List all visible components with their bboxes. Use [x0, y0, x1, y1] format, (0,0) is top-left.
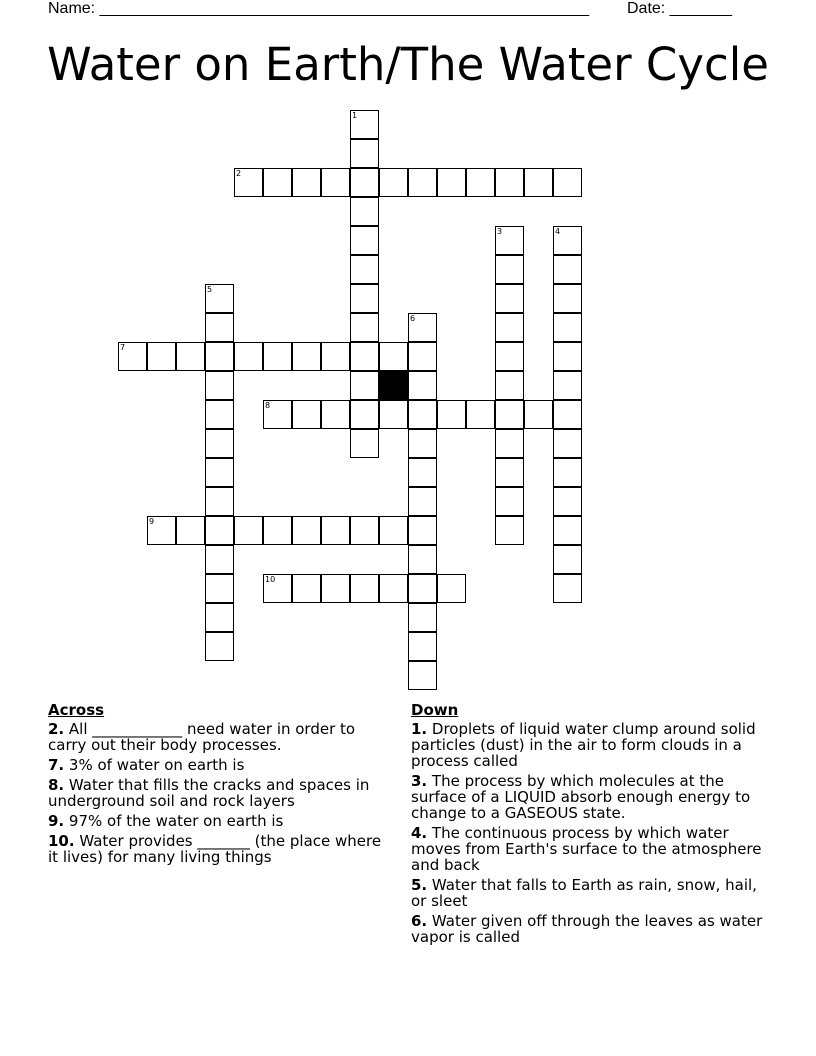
clue-number-label: 4 — [555, 227, 561, 236]
crossword-cell[interactable] — [379, 168, 408, 197]
crossword-cell[interactable] — [553, 458, 582, 487]
crossword-cell[interactable] — [350, 255, 379, 284]
crossword-cell[interactable] — [205, 603, 234, 632]
down-clue — [411, 825, 763, 873]
down-clue — [411, 773, 763, 821]
crossword-cell[interactable] — [495, 400, 524, 429]
crossword-cell[interactable] — [350, 284, 379, 313]
crossword-cell[interactable] — [408, 429, 437, 458]
clue-number: 8. — [48, 776, 65, 794]
crossword-cell[interactable] — [263, 342, 292, 371]
across-clue — [48, 757, 393, 773]
clue-number: 10. — [48, 832, 75, 850]
clue-text: Water given off through the leaves as water vapor is called — [411, 912, 763, 946]
crossword-cell[interactable] — [350, 371, 379, 400]
crossword-cell[interactable] — [553, 168, 582, 197]
across-clue — [48, 721, 393, 753]
crossword-cell[interactable] — [408, 487, 437, 516]
crossword-cell[interactable] — [263, 516, 292, 545]
crossword-cell[interactable] — [408, 458, 437, 487]
crossword-cell[interactable] — [408, 371, 437, 400]
crossword-cell[interactable] — [379, 574, 408, 603]
crossword-cell[interactable] — [118, 342, 147, 371]
crossword-cell[interactable] — [205, 400, 234, 429]
crossword-cell[interactable] — [495, 342, 524, 371]
crossword-cell[interactable] — [205, 574, 234, 603]
crossword-cell[interactable] — [205, 429, 234, 458]
crossword-cell[interactable] — [553, 371, 582, 400]
crossword-cell[interactable] — [350, 429, 379, 458]
crossword-cell[interactable] — [553, 284, 582, 313]
down-clue — [411, 721, 763, 769]
clue-number-label: 1 — [352, 111, 358, 120]
crossword-cell[interactable] — [147, 342, 176, 371]
crossword-cell[interactable] — [408, 545, 437, 574]
crossword-cell[interactable] — [176, 516, 205, 545]
crossword-cell[interactable] — [350, 342, 379, 371]
clue-number-label: 8 — [265, 401, 271, 410]
across-heading: Across — [48, 701, 105, 719]
clue-number-label: 5 — [207, 285, 213, 294]
name-line[interactable]: Name: _______________________________________________________ — [48, 0, 589, 17]
crossword-cell[interactable] — [292, 168, 321, 197]
crossword-cell[interactable] — [234, 516, 263, 545]
crossword-cell[interactable] — [437, 168, 466, 197]
crossword-cell[interactable] — [292, 342, 321, 371]
crossword-cell[interactable] — [350, 574, 379, 603]
crossword-cell[interactable] — [379, 516, 408, 545]
crossword-cell[interactable] — [408, 400, 437, 429]
crossword-cell[interactable] — [553, 255, 582, 284]
clue-text: Water that falls to Earth as rain, snow, hail, or sleet — [411, 876, 757, 910]
crossword-cell[interactable] — [408, 574, 437, 603]
crossword-cell[interactable] — [553, 516, 582, 545]
clue-number: 5. — [411, 876, 428, 894]
crossword-cell[interactable] — [205, 545, 234, 574]
crossword-cell[interactable] — [553, 342, 582, 371]
clue-number-label: 9 — [149, 517, 155, 526]
crossword-cell[interactable] — [495, 284, 524, 313]
crossword-cell[interactable] — [466, 400, 495, 429]
crossword-cell[interactable] — [176, 342, 205, 371]
clue-text: Water that fills the cracks and spaces in underground soil and rock layers — [48, 776, 370, 810]
crossword-cell[interactable] — [495, 226, 524, 255]
crossword-cell[interactable] — [350, 110, 379, 139]
crossword-cell[interactable] — [495, 255, 524, 284]
crossword-cell[interactable] — [553, 429, 582, 458]
crossword-cell[interactable] — [408, 342, 437, 371]
across-clue — [48, 777, 393, 809]
across-clue — [48, 833, 393, 865]
crossword-cell[interactable] — [553, 226, 582, 255]
crossword-cell[interactable] — [350, 197, 379, 226]
clue-number: 2. — [48, 720, 65, 738]
crossword-cell[interactable] — [495, 487, 524, 516]
crossword-cell[interactable] — [408, 632, 437, 661]
crossword-cell[interactable] — [350, 516, 379, 545]
crossword-cell[interactable] — [350, 139, 379, 168]
crossword-cell[interactable] — [495, 313, 524, 342]
crossword-cell[interactable] — [205, 632, 234, 661]
clue-text: The continuous process by which water moves from Earth's surface to the atmosphere and back — [411, 824, 762, 874]
crossword-cell[interactable] — [292, 516, 321, 545]
down-heading: Down — [411, 701, 459, 719]
crossword-cell[interactable] — [408, 168, 437, 197]
crossword-cell[interactable] — [321, 400, 350, 429]
crossword-cell[interactable] — [495, 168, 524, 197]
date-line[interactable]: Date: _______ — [627, 0, 732, 17]
crossword-cell[interactable] — [408, 603, 437, 632]
crossword-cell[interactable] — [321, 342, 350, 371]
crossword-cell[interactable] — [437, 574, 466, 603]
across-clues — [48, 702, 393, 869]
crossword-cell[interactable] — [205, 371, 234, 400]
clue-number: 4. — [411, 824, 428, 842]
clue-number-label: 2 — [236, 169, 242, 178]
crossword-cell[interactable] — [495, 516, 524, 545]
clue-number-label: 3 — [497, 227, 503, 236]
crossword-cell[interactable] — [205, 458, 234, 487]
crossword-cell[interactable] — [263, 400, 292, 429]
clue-number-label: 10 — [265, 575, 276, 584]
crossword-cell[interactable] — [408, 516, 437, 545]
clue-number: 7. — [48, 756, 65, 774]
crossword-cell[interactable] — [379, 342, 408, 371]
crossword-cell[interactable] — [147, 516, 176, 545]
crossword-cell[interactable] — [553, 487, 582, 516]
crossword-cell[interactable] — [408, 661, 437, 690]
crossword-cell[interactable] — [466, 168, 495, 197]
crossword-cell[interactable] — [524, 400, 553, 429]
crossword-cell[interactable] — [321, 574, 350, 603]
clue-text: The process by which molecules at the surface of a LIQUID absorb enough energy to change to a GASEOUS state. — [411, 772, 751, 822]
crossword-cell[interactable] — [350, 400, 379, 429]
crossword-cell[interactable] — [495, 458, 524, 487]
across-clue — [48, 813, 393, 829]
crossword-cell[interactable] — [350, 168, 379, 197]
clue-number: 6. — [411, 912, 428, 930]
crossword-cell[interactable] — [524, 168, 553, 197]
crossword-cell[interactable] — [495, 371, 524, 400]
clue-text: 3% of water on earth is — [68, 756, 245, 774]
clue-text: Water provides _______ (the place where it lives) for many living things — [48, 832, 382, 866]
blocked-cell — [379, 371, 408, 400]
clue-text: Droplets of liquid water clump around solid particles (dust) in the air to form clouds in a process called — [411, 720, 756, 770]
crossword-cell[interactable] — [205, 516, 234, 545]
crossword-cell[interactable] — [205, 313, 234, 342]
crossword-cell[interactable] — [350, 226, 379, 255]
crossword-cell[interactable] — [379, 400, 408, 429]
clue-number-label: 6 — [410, 314, 416, 323]
crossword-cell[interactable] — [205, 487, 234, 516]
crossword-cell[interactable] — [553, 400, 582, 429]
down-clues — [411, 702, 763, 949]
page-title: Water on Earth/The Water Cycle — [47, 38, 769, 91]
clue-number: 3. — [411, 772, 428, 790]
down-clue — [411, 877, 763, 909]
down-clue — [411, 913, 763, 945]
clue-number: 1. — [411, 720, 428, 738]
crossword-cell[interactable] — [495, 429, 524, 458]
crossword-cell[interactable] — [234, 342, 263, 371]
crossword-cell[interactable] — [205, 284, 234, 313]
clue-number-label: 7 — [120, 343, 126, 352]
crossword-cell[interactable] — [553, 574, 582, 603]
clue-text: 97% of the water on earth is — [68, 812, 284, 830]
crossword-cell[interactable] — [553, 313, 582, 342]
crossword-cell[interactable] — [205, 342, 234, 371]
crossword-cell[interactable] — [292, 574, 321, 603]
crossword-cell[interactable] — [234, 168, 263, 197]
clue-number: 9. — [48, 812, 65, 830]
crossword-cell[interactable] — [437, 400, 466, 429]
crossword-cell[interactable] — [553, 545, 582, 574]
crossword-cell[interactable] — [321, 516, 350, 545]
crossword-cell[interactable] — [292, 400, 321, 429]
crossword-cell[interactable] — [263, 574, 292, 603]
crossword-cell[interactable] — [408, 313, 437, 342]
crossword-cell[interactable] — [263, 168, 292, 197]
crossword-cell[interactable] — [321, 168, 350, 197]
crossword-cell[interactable] — [350, 313, 379, 342]
clue-text: All ____________ need water in order to carry out their body processes. — [48, 720, 356, 754]
